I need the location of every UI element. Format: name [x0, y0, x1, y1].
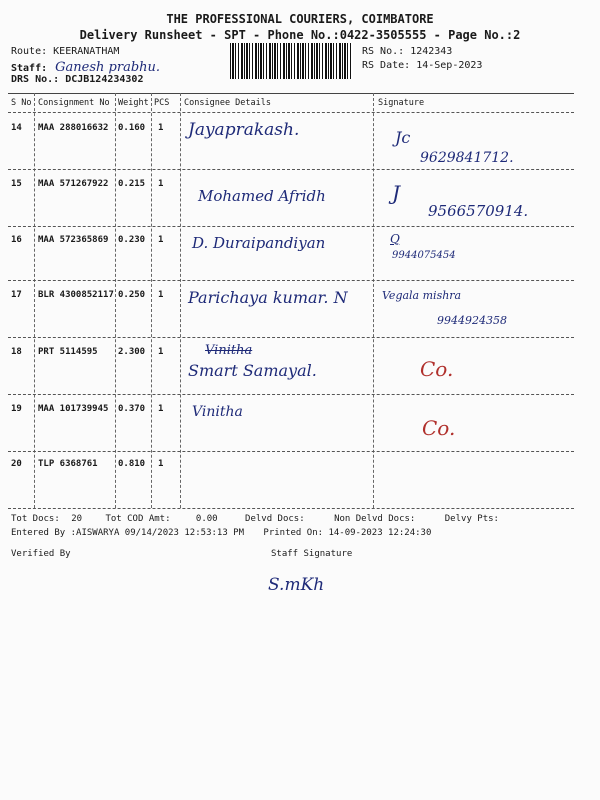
row-sno: 15 — [11, 179, 22, 189]
row-weight: 0.250 — [118, 290, 146, 300]
rs-no-value: 1242343 — [410, 46, 453, 57]
row-consignee: Parichaya kumar. N — [188, 288, 348, 307]
runsheet-subtitle: Delivery Runsheet - SPT - Phone No.:0422-3505555 - Page No.:2 — [79, 28, 521, 42]
col-header-consignee: Consignee Details — [184, 98, 271, 108]
rs-date-value: 14-Sep-2023 — [416, 60, 483, 71]
col-header-sno: S No — [11, 98, 32, 108]
delvd-docs-label: Delvd Docs: — [245, 514, 305, 524]
staff-line — [11, 60, 160, 75]
verified-by-label: Verified By — [11, 549, 71, 559]
table-row — [0, 337, 600, 394]
rs-date-label: RS Date: — [362, 60, 411, 71]
staff-label: Staff: — [11, 63, 48, 74]
row-consignment: MAA 572365869 — [38, 235, 109, 245]
row-consignee: Vinitha — [192, 404, 243, 420]
row-pcs: 1 — [158, 347, 164, 357]
entered-printed-line — [11, 528, 431, 538]
row-pcs: 1 — [158, 404, 164, 414]
drs-label: DRS No.: — [11, 74, 60, 85]
staff-handwritten-name: Ganesh prabhu. — [55, 60, 161, 75]
entered-by: Entered By :AISWARYA 09/14/2023 12:53:13 PM — [11, 528, 244, 538]
tot-docs-value: 20 — [71, 514, 83, 524]
row-consignment: PRT 5114595 — [38, 347, 98, 357]
row-signature-phone: 9944924358 — [437, 314, 507, 327]
tot-cod-value: 0.00 — [195, 514, 218, 524]
staff-signature-label: Staff Signature — [271, 549, 353, 559]
printed-on: Printed On: 14-09-2023 12:24:30 — [263, 528, 432, 538]
row-weight: 0.810 — [118, 459, 146, 469]
row-consignment: MAA 101739945 — [38, 404, 109, 414]
delvy-pts-label: Delvy Pts: — [444, 514, 499, 524]
tot-cod-label: Tot COD Amt: — [105, 514, 171, 524]
row-signature-phone: 9629841712. — [420, 150, 514, 166]
row-consignment: MAA 571267922 — [38, 179, 109, 189]
table-row — [0, 394, 600, 451]
row-signature-phone: 9566570914. — [428, 202, 529, 220]
row-weight: 0.160 — [118, 123, 146, 133]
row-consignment: BLR 4300852117 — [38, 290, 114, 300]
row-signature-mark: Co. — [420, 357, 454, 381]
table-row — [0, 226, 600, 280]
row-sno: 20 — [11, 459, 22, 469]
row-weight: 0.215 — [118, 179, 146, 189]
row-consignee: Smart Samayal. — [188, 361, 317, 380]
row-pcs: 1 — [158, 290, 164, 300]
table-bottom-rule — [8, 508, 574, 509]
row-signature-mark: Co. — [422, 416, 456, 440]
staff-signature: S.mKh — [268, 575, 325, 595]
totals-line — [11, 514, 499, 524]
row-weight: 2.300 — [118, 347, 146, 357]
tot-docs-label: Tot Docs: — [11, 514, 60, 524]
table-row — [0, 280, 600, 337]
col-header-consignment: Consignment No — [38, 98, 110, 108]
non-delvd-docs-label: Non Delvd Docs: — [334, 514, 416, 524]
row-consignee-struck: Vinitha — [205, 343, 253, 358]
row-signature-mark: J — [392, 181, 401, 205]
col-header-pcs: PCS — [154, 98, 170, 108]
rs-no-line — [362, 46, 452, 57]
row-consignment: TLP 6368761 — [38, 459, 98, 469]
row-sno: 18 — [11, 347, 22, 357]
row-weight: 0.370 — [118, 404, 146, 414]
rs-date-line — [362, 60, 482, 71]
table-row — [0, 112, 600, 169]
row-sno: 19 — [11, 404, 22, 414]
drs-line — [11, 74, 143, 85]
row-sno: 14 — [11, 123, 22, 133]
table-row — [0, 451, 600, 508]
col-header-signature: Signature — [378, 98, 425, 108]
row-sno: 16 — [11, 235, 22, 245]
route-value: KEERANATHAM — [53, 46, 120, 57]
row-consignee: Jayaprakash. — [188, 120, 300, 140]
drs-value: DCJB124234302 — [65, 74, 144, 85]
row-sno: 17 — [11, 290, 22, 300]
rs-no-label: RS No.: — [362, 46, 405, 57]
row-signature-mark: Q — [390, 232, 400, 246]
row-consignee: D. Duraipandiyan — [192, 234, 326, 252]
row-signature-phone: 9944075454 — [392, 250, 456, 261]
row-consignee: Mohamed Afridh — [198, 187, 326, 205]
row-pcs: 1 — [158, 459, 164, 469]
company-title: THE PROFESSIONAL COURIERS, COIMBATORE — [166, 12, 434, 26]
row-consignment: MAA 288016632 — [38, 123, 109, 133]
row-signature-mark: Jc — [395, 128, 411, 147]
barcode — [230, 43, 353, 79]
row-pcs: 1 — [158, 179, 164, 189]
row-pcs: 1 — [158, 235, 164, 245]
table-top-rule — [8, 93, 574, 94]
row-pcs: 1 — [158, 123, 164, 133]
route-line — [11, 46, 119, 57]
table-row — [0, 169, 600, 226]
row-signature-name: Vegala mishra — [382, 289, 462, 302]
row-weight: 0.230 — [118, 235, 146, 245]
col-header-weight: Weight — [118, 98, 149, 108]
route-label: Route: — [11, 46, 48, 57]
